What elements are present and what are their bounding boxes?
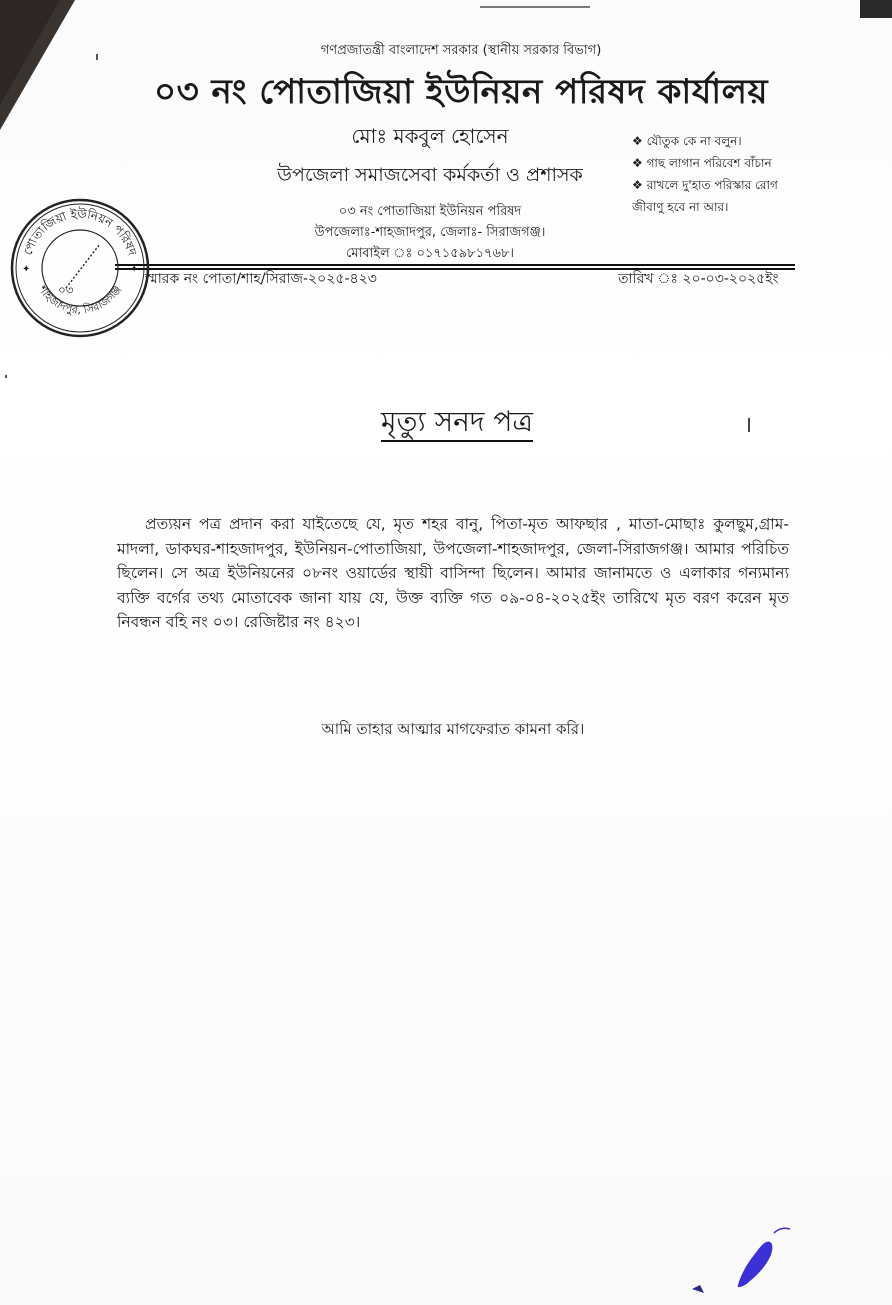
header-rule-top xyxy=(115,264,795,266)
slogan-item: ❖ যৌতুক কে না বলুন। xyxy=(632,134,742,148)
memo-number: স্মারক নং পোতা/শাহ/সিরাজ-২০২৫-৪২৩ xyxy=(145,271,377,287)
scan-edge-line xyxy=(480,6,590,8)
scan-speck xyxy=(748,418,750,432)
certificate-body: প্রত্যয়ন পত্র প্রদান করা যাইতেছে যে, মৃত শহর বানু, পিতা-মৃত আফছার , মাতা-মোছাঃ কুলছুম,গ্রাম-মাদলা, ডাকঘর-শাহজাদপুর, ইউনিয়ন-পোতাজিয়া, উপজেলা-শাহজাদপুর, জেলা-সিরাজগঞ্জ। আমার পরিচিত ছিলেন। সে অত্র ইউনিয়নের ০৮নং ওয়ার্ডের স্থায়ী বাসিন্দা ছিলেন। আমার জানামতে ও এলাকার গন্যমান্য ব্যক্তি বর্গের তথ্য মোতাবেক জানা যায় যে, উক্ত ব্যক্তি গত ০৯-০৪-২০২৫ইং তারিখে মৃত বরণ করেন মৃত নিবন্ধন বহি নং ০৩। রেজিষ্টার নং ৪২৩। xyxy=(117,515,789,631)
svg-text:০৩: ০৩ xyxy=(58,283,74,297)
mobile-line: মোবাইল ঃ ০১৭১৫৯৮১৭৬৮। xyxy=(345,246,515,261)
issue-date: তারিখ ঃ ২০-০৩-২০২৫ইং xyxy=(618,271,779,287)
scan-speck xyxy=(96,54,98,60)
round-seal-stamp xyxy=(8,196,152,340)
scan-edge-shadow xyxy=(860,0,892,18)
scan-speck xyxy=(5,375,7,378)
document-title-text: মৃত্যু সনদ পত্র xyxy=(381,405,533,442)
slogan-item: ❖ গাছ লাগান পরিবেশ বাঁচান xyxy=(632,156,772,170)
svg-text:✦: ✦ xyxy=(130,264,139,275)
union-line: ০৩ নং পোতাজিয়া ইউনিয়ন পরিষদ xyxy=(338,204,522,219)
office-title: ০৩ নং পোতাজিয়া ইউনিয়ন পরিষদ কার্যালয় xyxy=(153,72,769,112)
government-line: গণপ্রজাতন্ত্রী বাংলাদেশ সরকার (স্থানীয় সরকার বিভাগ) xyxy=(320,43,602,58)
address-line: উপজেলাঃ-শাহজাদপুর, জেলাঃ- সিরাজগঞ্জ। xyxy=(314,225,546,240)
svg-text:✦: ✦ xyxy=(22,264,31,275)
slogan-list xyxy=(632,130,792,218)
slogan-item: ❖ রাখলে দু'হাত পরিস্কার রোগ জীবাণু হবে না আর। xyxy=(632,178,778,214)
official-role: উপজেলা সমাজসেবা কর্মকর্তা ও প্রশাসক xyxy=(277,164,583,186)
official-name: মোঃ মকবুল হোসেন xyxy=(351,124,509,148)
svg-text:শাহজাদপুর, সিরাজগঞ্জ: শাহজাদপুর, সিরাজগঞ্জ xyxy=(35,283,125,317)
ink-signature-mark xyxy=(690,1215,800,1305)
svg-text:পোতাজিয়া ইউনিয়ন পরিষদ: পোতাজিয়া ইউনিয়ন পরিষদ xyxy=(20,206,140,258)
closing-line: আমি তাহার আত্মার মাগফেরাত কামনা করি। xyxy=(321,720,585,738)
document-title xyxy=(0,400,892,447)
official-block xyxy=(230,122,630,264)
